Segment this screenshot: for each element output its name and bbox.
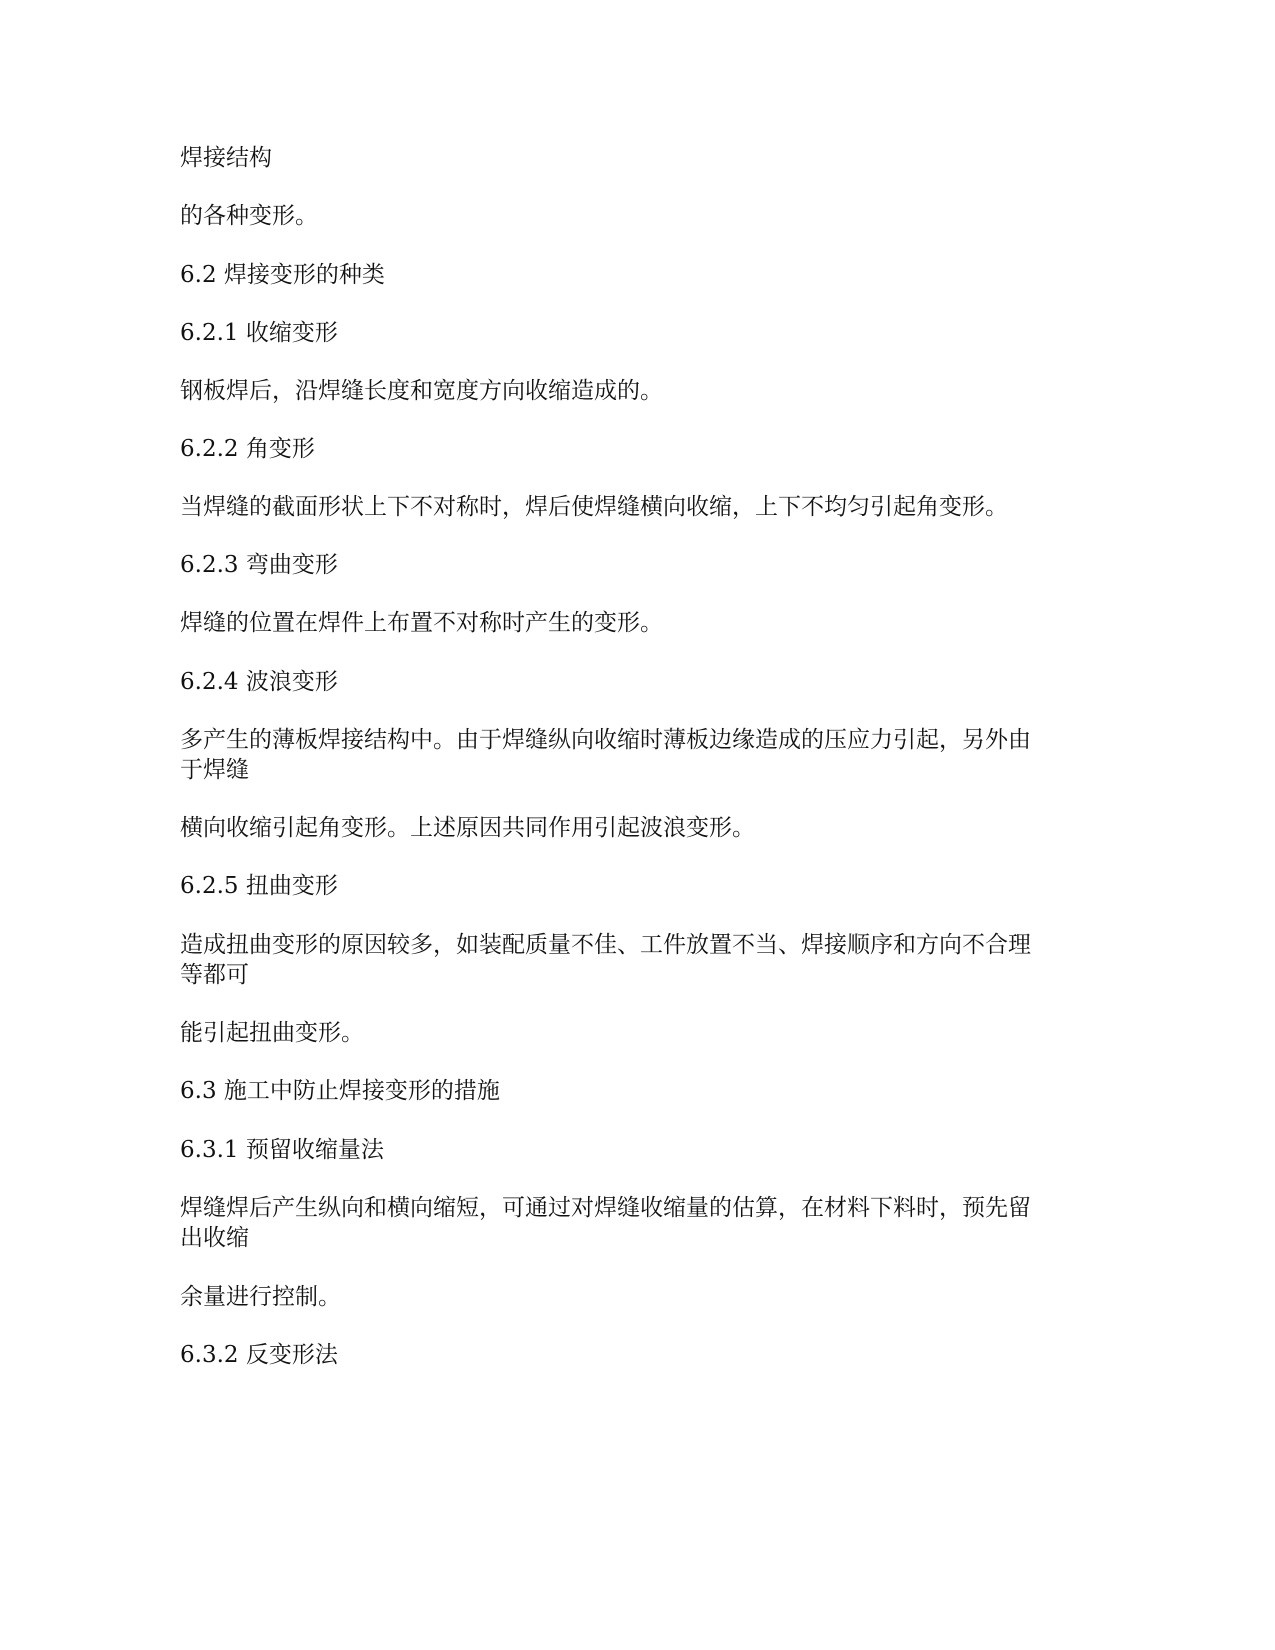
- paragraph: 焊接结构: [180, 145, 272, 171]
- paragraph: 当焊缝的截面形状上下不对称时，焊后使焊缝横向收缩，上下不均匀引起角变形。: [180, 494, 1008, 520]
- subsection-heading: 6.2.4 波浪变形: [180, 669, 338, 695]
- paragraph: 能引起扭曲变形。: [180, 1020, 364, 1046]
- paragraph: 焊缝的位置在焊件上布置不对称时产生的变形。: [180, 610, 663, 636]
- section-heading: 6.2 焊接变形的种类: [180, 262, 385, 288]
- paragraph: 余量进行控制。: [180, 1284, 341, 1310]
- section-heading: 6.3 施工中防止焊接变形的措施: [180, 1078, 500, 1104]
- paragraph: 焊缝焊后产生纵向和横向缩短，可通过对焊缝收缩量的估算，在材料下料时，预先留出收缩: [180, 1195, 1031, 1251]
- subsection-heading: 6.2.2 角变形: [180, 436, 315, 462]
- paragraph: 横向收缩引起角变形。上述原因共同作用引起波浪变形。: [180, 815, 755, 841]
- paragraph: 钢板焊后，沿焊缝长度和宽度方向收缩造成的。: [180, 378, 663, 404]
- subsection-heading: 6.3.1 预留收缩量法: [180, 1137, 384, 1163]
- paragraph: 造成扭曲变形的原因较多，如装配质量不佳、工件放置不当、焊接顺序和方向不合理等都可: [180, 932, 1031, 988]
- subsection-heading: 6.3.2 反变形法: [180, 1342, 338, 1368]
- paragraph: 的各种变形。: [180, 203, 318, 229]
- paragraph: 多产生的薄板焊接结构中。由于焊缝纵向收缩时薄板边缘造成的压应力引起，另外由于焊缝: [180, 727, 1031, 783]
- subsection-heading: 6.2.1 收缩变形: [180, 320, 338, 346]
- subsection-heading: 6.2.5 扭曲变形: [180, 873, 338, 899]
- subsection-heading: 6.2.3 弯曲变形: [180, 552, 338, 578]
